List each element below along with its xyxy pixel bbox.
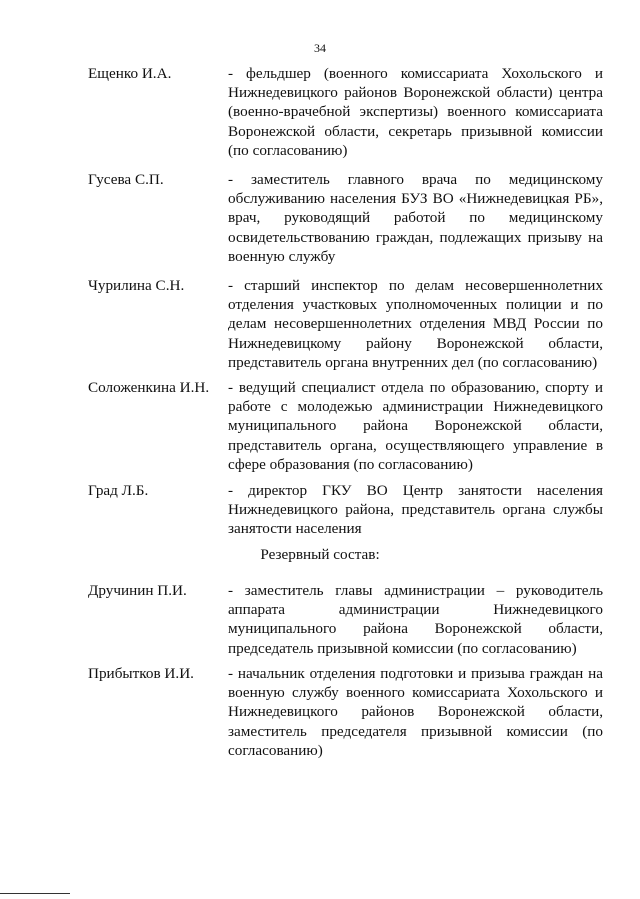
member-description: - начальник отделения подготовки и призыва граждан на военную службу военного комиссариата Хохольского и Нижнедевицкого районов Воронежской области, заместитель председателя призывной комиссии (по согласованию): [228, 665, 603, 759]
member-description: - ведущий специалист отдела по образованию, спорту и работе с молодежью администрации Нижнедевицкого муниципального района Воронежской области, представитель органа, осуществляющего управление в сфере образования (по согласованию): [228, 379, 603, 473]
member-name: Ещенко И.А.: [88, 65, 172, 82]
member-name: Прибытков И.И.: [88, 665, 194, 682]
member-entry-eshchenko: [88, 64, 603, 160]
member-name: Соложенкина И.Н.: [88, 379, 210, 396]
member-description: - заместитель главы администрации – руководитель аппарата администрации Нижнедевицкого муниципального района Воронежской области, председатель призывной комиссии (по согласованию): [228, 582, 603, 657]
member-description: - фельдшер (военного комиссариата Хохольского и Нижнедевицкого районов Воронежской области) центра (военно-врачебной экспертизы) военного комиссариата Воронежской области, секретарь призывной комиссии (по согласованию): [228, 65, 603, 159]
member-entry-grad: [88, 481, 603, 539]
reserve-heading: Резервный состав:: [260, 546, 380, 563]
member-name: Дручинин П.И.: [88, 582, 187, 599]
member-description: - старший инспектор по делам несовершеннолетних отделения участковых уполномоченных полиции и по делам несовершеннолетних отделения МВД России по Нижнедевицкому району Воронежской области, представитель органа внутренних дел (по согласованию): [228, 277, 603, 371]
member-description: - заместитель главного врача по медицинскому обслуживанию населения БУЗ ВО «Нижнедевицкая РБ», врач, руководящий работой по медицинскому освидетельствованию граждан, подлежащих призыву на военную службу: [228, 171, 603, 265]
page-number: 34: [314, 41, 326, 55]
reserve-entry-pribytkov: [88, 664, 603, 760]
member-name: Град Л.Б.: [88, 482, 149, 499]
member-entry-churilina: [88, 276, 603, 372]
member-description: - директор ГКУ ВО Центр занятости населения Нижнедевицкого района, представитель органа службы занятости населения: [228, 482, 603, 538]
member-entry-solozhenkina: [88, 378, 603, 474]
footnote-rule: [0, 893, 70, 894]
member-name: Гусева С.П.: [88, 171, 164, 188]
member-name: Чурилина С.Н.: [88, 277, 185, 294]
reserve-entry-druchinin: [88, 581, 603, 658]
member-entry-guseva: [88, 170, 603, 266]
